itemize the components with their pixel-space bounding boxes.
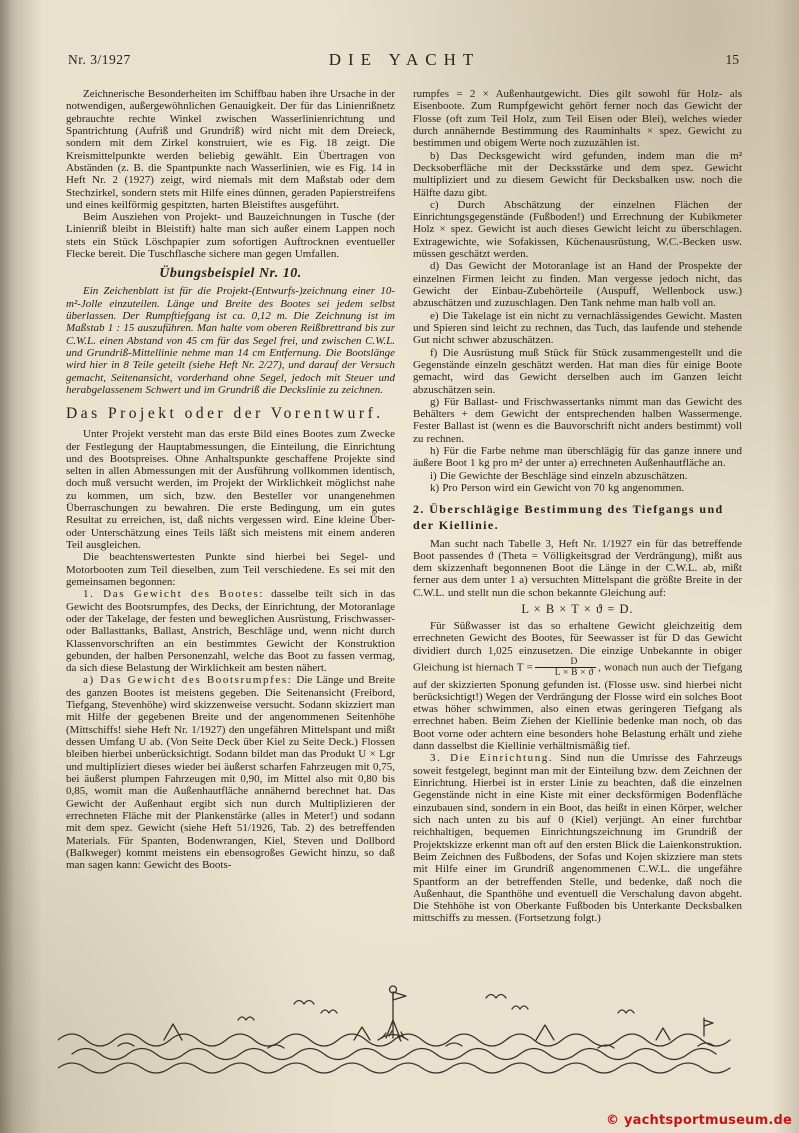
paragraph-drawing-peculiarities: Zeichnerische Besonderheiten im Schiffbau haben ihre Ursache in der notwendigen, außergewöhnlichen Genauigkeit. Der für das Linienrißnetz gebrauchte rechte Winkel zwischen Wasserlinienrichtung und Spantrichtung (Aufriß und Grundriß) wird nicht mit dem Dreieck, sondern mit dem Zirkel konstruiert, wie es Fig. 18 zeigt. Die Kreismittelpunkte werden beliebig gewählt. Ein Übertragen von Abständen (z. B. die Spantpunkte nach Wasserlinien, wie es Fig. 14 in Heft Nr. 2 (1927) zeigt, wird niemals mit dem Maßstab oder dem Stechzirkel, sondern stets mit Hilfe eines dünnen, geraden Papierstreifens und eines keilförmig gespitzten, harten Bleistiftes ausgeführt. [66, 88, 395, 211]
paragraph-project-intro: Unter Projekt versteht man das erste Bild eines Bootes zum Zwecke der Festlegung der Hauptabmessungen, die Einteilung, die Einrichtung und des Bootspreises. Ohne Anhaltspunkte geschaffene Projekte sind selten in allen Abmessungen mit der Ausführung vollkommen identisch, doch muß versucht werden, im Projekt der Wirklichkeit möglichst nahe zu kommen, um sich, bzw. den Besteller vor unangenehmen Überraschungen zu bewahren. Die erste Bedingung, um ein gutes Resultat zu erreichen, ist, daß nichts vergessen wird. Eine kleine Über- oder Unterschätzung eines Teils läßt sich meistens mit einem anderen Teil ausgleichen. [66, 428, 395, 551]
paragraph-hull-weight-continued: rumpfes = 2 × Außenhautgewicht. Dies gilt sowohl für Holz- als Eisenboote. Zum Rumpfgewicht gehört ferner noch das Gewicht der Flosse (oft zum Teil Holz, zum Teil Eisen oder Blei), welches wieder durch annähernde Bestimmung des Rauminhalts × spez. Gewicht zu bestimmen und obigem Werte noch zuzuzählen ist. [413, 88, 742, 150]
paragraph-lead-emphasis: 1. Das Gewicht des Bootes: [83, 588, 265, 601]
masthead [68, 50, 741, 74]
paragraph-depth [413, 620, 742, 752]
sea-sketch-with-gulls-and-beacon-icon [58, 978, 742, 1090]
fraction-numerator: D [535, 657, 596, 668]
paragraph-inking: Beim Ausziehen von Projekt- und Bauzeichnungen in Tusche (der Linienriß bleibt in Bleistift) halte man sich außer einem Lappen noch stets ein Stück Löschpapier zum sofortigen Auftrocknen eventueller Flecke bereit. Die Tuschflasche sichere man gegen Umfallen. [66, 211, 395, 261]
paragraph-text: Für Süßwasser ist das so erhaltene Gewicht gleichzeitig dem errechneten Gewicht des Bootes, für Seewasser ist für D das Gewicht dividiert durch 1,025 einzusetzen. Die einzige Unbekannte in obiger Gleichung ist hiernach T = [413, 620, 742, 674]
paragraph-lead-emphasis: a) Das Gewicht des Bootsrumpfes: [83, 674, 293, 687]
paragraph-equipment-weight: f) Die Ausrüstung muß Stück für Stück zusammengestellt und die Gegenstände einzeln geschätzt werden. Hat man dies für einige Boote gemacht, wird das Gewicht derselben auch im Ganzen leicht abzuschätzen sein. [413, 346, 742, 396]
left-column [66, 88, 395, 925]
paragraph-engine-weight: d) Das Gewicht der Motoranlage ist an Hand der Prospekte der einzelnen Firmen leicht zu finden. Man vergesse jedoch nicht, das Gewicht der Einbau-Zubehörteile (Auspuff, Wellenbock usw.) abzuschätzen und zuzuschlagen. Den Tank nehme man halb voll an. [413, 260, 742, 310]
watermark: © yachtsportmuseum.de [606, 1113, 792, 1128]
displacement-formula: L × B × T × ϑ = D. [521, 602, 634, 617]
paragraph-lead-emphasis: 3. Die Einrichtung. [430, 752, 554, 765]
paragraph-hull-weight [66, 674, 395, 871]
page-number: 15 [725, 52, 739, 67]
paragraph-fittings-weight: i) Die Gewichte der Beschläge sind einzeln abzuschätzen. [430, 469, 688, 482]
paragraph-deck-weight: b) Das Decksgewicht wird gefunden, indem man die m² Decksoberfläche mit der Decksstärke und dem spez. Gewicht multipliziert und zu diesem Gewicht für Decksbalken usw. noch die Hälfte dazu gibt. [413, 149, 742, 199]
paragraph-ballast-tanks: g) Für Ballast- und Frischwassertanks nimmt man das Gewicht des Behälters + dem Gewicht der entsprechenden halben Wassermenge. Fester Ballast ist (wenn es die Bauvorschrift nicht anders bestimmt) voll zu rechnen. [413, 395, 742, 445]
paragraph-furnishing-weight: c) Durch Abschätzung der einzelnen Flächen der Einrichtungsgegenstände (Fußboden!) und Errechnung der Kubikmeter Holz × spez. Gewicht ist auch dieses Gewicht leicht zu überschlagen. Extragewichte, wie Sofakissen, Küchenausrüstung, W.C.-Becken usw. müssen geschätzt werden. [413, 198, 742, 261]
paragraph-exercise: Ein Zeichenblatt ist für die Projekt-(Entwurfs-)zeichnung einer 10-m²-Jolle einzuteilen. Länge und Breite des Bootes sei jedem selbst überlassen. Der Rumpftiefgang ist ca. 0,12 m. Die Zeichnung ist im Maßstab 1 : 15 auszuführen. Man halte vom oberen Reißbrettrand bis zur C.W.L. einen Abstand von 45 cm für das Segel frei, und zwischen C.W.L. und Grundriß-Mittellinie nehme man 14 cm Entfernung. Die Bootslänge wird hier in 8 Teile geteilt (siehe Heft Nr. 2/27), und darauf der Versuch gemacht, Seitenansicht, vorderhand ohne Segel, jedoch mit Steuer und herabgelassenem Schwert und im Grundriß die Deckslinie zu zeichnen. [66, 285, 395, 396]
right-column [413, 88, 742, 925]
issue-number: Nr. 3/1927 [68, 52, 131, 67]
paragraph-text: , wonach nun auch der Tiefgang auf der skizzierten Sponung gefunden ist. (Flosse usw. sind hierbei nicht berücksichtigt!) Wegen der Verdrängung der Flosse wird ein solches Boot etwas höher schwimmen, also einen etwas geringeren Tiefgang als errechnet haben. Beim Ziehen der Kiellinie bedenke man noch, ob das Boot vorne oder achtern eine besonders hohe Belastung erhält und ziehe dann dasselbst die Kiellinie verhältnismäßig tief. [413, 661, 742, 753]
paragraph-boat-weight [66, 588, 395, 674]
paragraph-paint-weight: h) Für die Farbe nehme man überschlägig für das ganze innere und äußere Boot 1 kg pro m² der unter a) errechneten Außenhautfläche an. [413, 445, 742, 470]
paragraph-rigging-weight: e) Die Takelage ist ein nicht zu vernachlässigendes Gewicht. Masten und Spieren sind leicht zu rechnen, das Tuch, das laufende und stehende Gut nicht schwer abzuschätzen. [413, 309, 742, 347]
heading-exercise: Übungsbeispiel Nr. 10. [159, 266, 302, 282]
paragraph-theta: Man sucht nach Tabelle 3, Heft Nr. 1/1927 ein für das betreffende Boot passendes ϑ (Theta = Völligkeitsgrad der Verdrängung), mißt aus dem skizzenhaft begonnenen Boot die Länge in der C.W.L. ab, mißt ferner aus dem unter 1 a) versuchten Mittelspant die größte Breite in der C.W.L. und stellt nun die schon bekannte Gleichung auf: [413, 537, 742, 599]
fraction-denominator: L × B × ϑ [554, 668, 594, 679]
sea-illustration [58, 978, 742, 1090]
paragraph-text: Die Länge und Breite des ganzen Bootes ist meistens gegeben. Die Seitenansicht (Freibord, Tiefgang, Stevenhöhe) wird skizzenweise versucht. Sodann skizziert man mit Hilfe der gegebenen Breite und der angenommenen Seitenhöhe (Mittschiffs! siehe Heft Nr. 1/1927) den ungefähren Mittelspant und mißt dessen Umfang U ab. (Von Seite Deck über Kiel zu Seite Deck.) Flossen bleiben hierbei unberücksichtigt. Sodann bildet man das Produkt U × Lgr und multipliziert dieses wieder bei äußerst scharfen Fahrzeugen mit 0,75, bei äußerst plumpen Fahrzeugen mit 0,90, im Mittel also mit 0,80 bis 0,85, womit man die Außenhautfläche annähernd berechnet hat. Das Gewicht der Außenhaut ergibt sich nun durch Multiplizieren der errechneten Fläche mit der Plankenstärke (alles in Meter!) und sodann mit dem spez. Gewicht (siehe Heft 51/1926, Tab. 2) des betreffenden Materials. Für Spanten, Bodenwrangen, Kiel, Steven und Dollbord (Balkweger) kommt meistens ein ebensogroßes Gewicht hinzu, so daß man sagen kann: Gewicht des Boots- [66, 674, 395, 872]
paragraph-text: Sind nun die Umrisse des Fahrzeugs soweit festgelegt, beginnt man mit der Einteilung bzw. dem Zeichnen der Einrichtung. Hierbei ist in erster Linie zu beachten, daß die einzelnen Gegenstände nicht in eine Kiste mit einer decksförmigen Bodenfläche einzubauen sind, sondern in ein Boot, das heißt in einen Körper, welcher sich nach unten zu bis auf 0 (Kiel) verjüngt. An einer furchtbar reichhaltigen, bequemen Einrichtungszeichnung im Grundriß der Projektskizze erkennt man oft auf den ersten Blick die Laienkonstruktion. Beim Zeichnen des Fußbodens, der Sofas und Kojen skizziere man stets mit Hilfe einer im Grundriß angenommenen C.W.L. die ungefähre Spantform an der betreffenden Stelle, und bedenke, daß noch die Außenhaut, die Spanthöhe und eventuell die Verschalung davon abgeht. Die Stehhöhe ist von Oberkante Fußboden bis Unterkante Decksbalken mittschiffs zu messen. (Fortsetzung folgt.) [413, 752, 742, 925]
text-columns [66, 88, 742, 925]
paragraph-person-weight: k) Pro Person wird ein Gewicht von 70 kg angenommen. [430, 482, 685, 494]
paragraph-interior [413, 752, 742, 924]
fraction [535, 657, 596, 679]
heading-draft-determination: 2. Überschlägige Bestimmung des Tiefgangs und der Kiellinie. [413, 502, 724, 532]
paragraph-text: dasselbe teilt sich in das Gewicht des Bootsrumpfes, des Decks, der Einrichtung, der Motoranlage oder der Takelage, der festen und beweglichen Ausrüstung, Frischwasser- oder Ballasttanks, Ballast, Anstrich, Beschläge und, wenn nicht durch Klassenvorschriften an ein bestimmtes Gewicht der Konstruktion gebunden, der halben Personenzahl, welche das Boot zu fassen vermag, da sich diese Belastung der Wirklichkeit am besten nähert. [66, 588, 395, 675]
paragraph-points: Die beachtenswertesten Punkte sind hierbei bei Segel- und Motorbooten zum Teil dieselben, zum Teil verschiedene. Es sei mit den gemeinsamen begonnen: [66, 551, 395, 588]
magazine-title: DIE YACHT [328, 50, 481, 69]
heading-project: Das Projekt oder der Vorentwurf. [66, 405, 384, 423]
